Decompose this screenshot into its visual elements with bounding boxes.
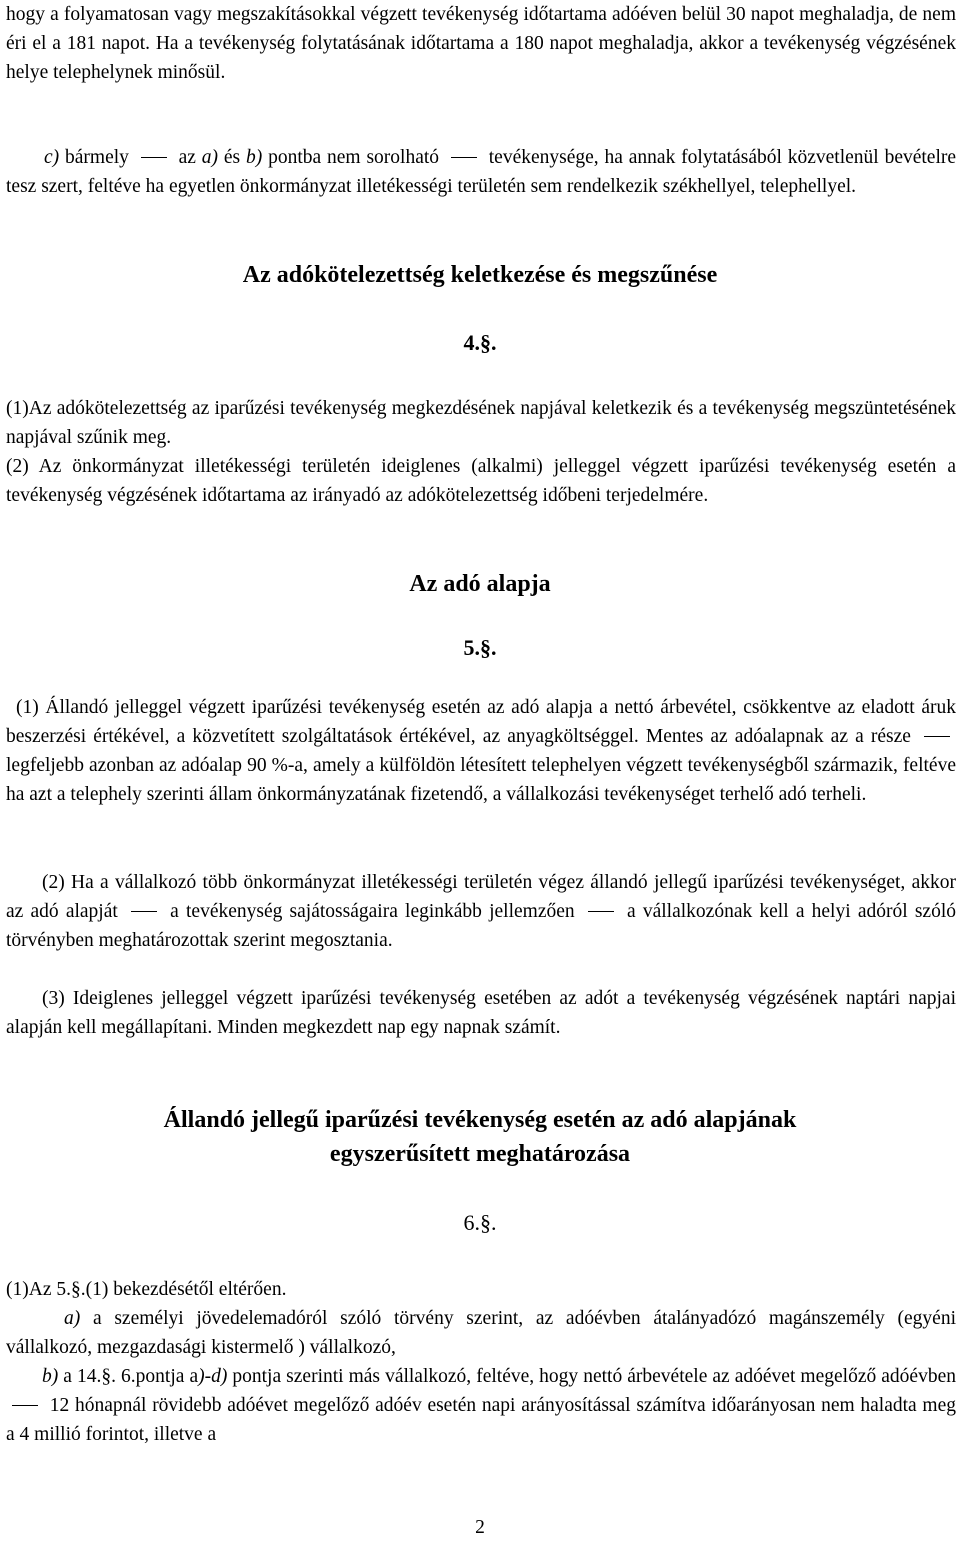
paragraph-6-a: a) a személyi jövedelemadóról szóló törvény szerint, az adóévben átalányadózó magánszemély (egyéni vállalkozó, mezgazdasági kistermelő ) vállalkozó, xyxy=(6,1308,956,1358)
paragraph-4-2: (2) Az önkormányzat illetékességi területén ideiglenes (alkalmi) jelleggel végzett iparűzési tevékenység esetén a tevékenység végzésének időtartama az irányadó az adókötelezettség időbeni terjedelmére. xyxy=(6,456,956,506)
section-number-6: 6.§. xyxy=(463,1210,497,1235)
heading-keletkezes: Az adókötelezettség keletkezése és megszűnése xyxy=(242,262,718,288)
heading-alap: Az adó alapja xyxy=(409,571,551,597)
dash xyxy=(12,1405,38,1406)
section-number-5: 5.§. xyxy=(463,635,497,660)
paragraph-6-1: (1)Az 5.§.(1) bekezdésétől eltérően. xyxy=(6,1279,287,1300)
paragraph-5-1: (1) Állandó jelleggel végzett iparűzési tevékenység esetén az adó alapja a nettó árbevétel, csökkentve az eladott áruk beszerzési értékével, a közvetített szolgáltatások értékével, az anyagköltséggel. Mentes az adóalapnak az a része legfeljebb azonban az adóalap 90 %-a, amely a külföldön létesített telephelyen végzett tevékenységből származik, feltéve ha azt a telephely szerinti állam önkormányzatának fizetendő, a vállalkozási tevékenységet terhelő adó terheli. xyxy=(6,697,956,805)
b-label: b) xyxy=(42,1366,59,1387)
dash xyxy=(451,157,477,158)
heading-egyszerusitett-1: Állandó jellegű iparűzési tevékenység esetén az adó alapjának xyxy=(163,1107,797,1133)
paragraph-c: c) bármely az a) és b) pontba nem sorolható tevékenysége, ha annak folytatásából közvetlenül bevételre tesz szert, feltéve ha egyetlen önkormányzat illetékességi területén sem rendelkezik székhellyel, telephellyel. xyxy=(6,147,957,197)
paragraph-6-b: b) a 14.§. 6.pontja a)-d) pontja szerinti más vállalkozó, feltéve, hogy nettó árbevétele az adóévet megelőző adóévben 12 hónapnál rövidebb adóévet megelőző adóév esetén napi arányosítással számítva időarányosan nem haladta meg a 4 millió forintot, illetve a xyxy=(6,1366,956,1445)
paragraph-top: hogy a folyamatosan vagy megszakításokkal végzett tevékenység időtartama adóéven belül 30 napot meghaladja, de nem éri el a 181 napot. Ha a tevékenység folytatásának időtartama a 180 napot meghaladja, akkor a tevékenység végzésének helye telephelynek minősül. xyxy=(6,4,956,83)
paragraph-5-2: (2) Ha a vállalkozó több önkormányzat illetékességi területén végez állandó jellegű iparűzési tevékenységet, akkor az adó alapját a tevékenység sajátosságaira leginkább jellemzően a vállalkozónak kell a helyi adóról szóló törvényben meghatározottak szerint megosztania. xyxy=(6,872,956,951)
dash xyxy=(131,911,157,912)
dash xyxy=(588,911,614,912)
dash xyxy=(141,157,167,158)
b-label: b) xyxy=(246,147,263,168)
heading-egyszerusitett-2: egyszerűsített meghatározása xyxy=(329,1141,631,1167)
a-label: a) xyxy=(64,1308,81,1329)
a-label: a) xyxy=(201,147,219,168)
paragraph-4-1: (1)Az adókötelezettség az iparűzési tevékenység megkezdésének napjával keletkezik és a tevékenység megszüntetésének napjával szűnik meg. xyxy=(6,398,956,448)
page-number: 2 xyxy=(475,1517,485,1538)
section-number-4: 4.§. xyxy=(463,330,497,355)
paragraph-5-3: (3) Ideiglenes jelleggel végzett iparűzési tevékenység esetében az adót a tevékenység végzésének naptári napjai alapján kell megállapítani. Minden megkezdett nap egy napnak számít. xyxy=(6,988,956,1038)
dash xyxy=(924,736,950,737)
c-label: c) xyxy=(44,147,60,168)
